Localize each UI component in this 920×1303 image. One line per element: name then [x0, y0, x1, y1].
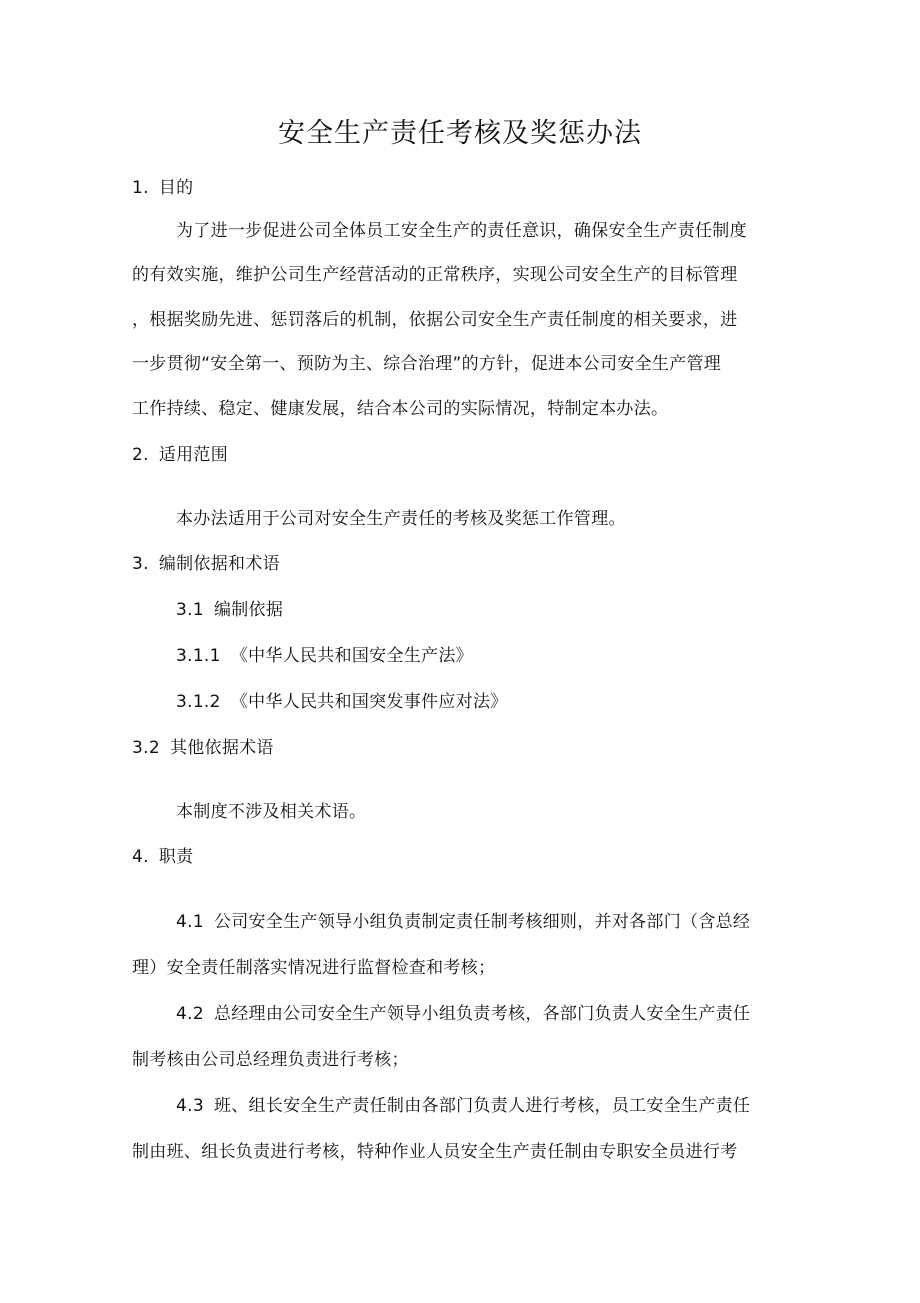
paragraph-line: 工作持续、稳定、健康发展，结合本公司的实际情况，特制定本办法。	[132, 399, 669, 419]
clause-number: 4.2	[176, 1004, 204, 1024]
section-4-heading	[132, 843, 193, 871]
section-number: 4.	[132, 847, 149, 867]
section-2-heading	[132, 441, 228, 469]
section-number: 1.	[132, 178, 149, 198]
law-title: 《中华人民共和国突发事件应对法》	[230, 692, 508, 712]
section-1-heading	[132, 174, 193, 202]
law-title: 《中华人民共和国安全生产法》	[230, 646, 473, 666]
clause-number: 4.1	[176, 912, 204, 932]
section-number: 3.	[132, 554, 149, 574]
subsection-number: 3.1.1	[176, 646, 221, 666]
paragraph-line: 本办法适用于公司对安全生产责任的考核及奖惩工作管理。	[176, 509, 626, 529]
clause-text: 公司安全生产领导小组负责制定责任制考核细则，并对各部门（含总经	[213, 912, 751, 932]
subsection-3-1-1	[176, 642, 473, 670]
subsection-number: 3.1	[176, 600, 204, 620]
paragraph-line: 为了进一步促进公司全体员工安全生产的责任意识，确保安全生产责任制度	[176, 221, 747, 241]
paragraph-line: 制考核由公司总经理负责进行考核；	[132, 1050, 409, 1070]
clause-text: 总经理由公司安全生产领导小组负责考核，各部门负责人安全生产责任	[213, 1004, 751, 1024]
subsection-number: 3.2	[132, 738, 160, 758]
section-title: 职责	[158, 847, 194, 867]
section-title: 目的	[158, 178, 194, 198]
subsection-3-1-heading	[176, 596, 283, 624]
paragraph-line: 一步贯彻“安全第一、预防为主、综合治理”的方针，促进本公司安全生产管理	[132, 354, 722, 374]
section-title: 编制依据和术语	[158, 554, 280, 574]
subsection-title: 其他依据术语	[169, 738, 274, 758]
document-title: 安全生产责任考核及奖惩办法	[278, 118, 642, 149]
paragraph-line: 制由班、组长负责进行考核，特种作业人员安全生产责任制由专职安全员进行考	[132, 1142, 738, 1162]
paragraph-line: 的有效实施，维护公司生产经营活动的正常秩序，实现公司安全生产的目标管理	[132, 265, 738, 285]
section-3-heading	[132, 550, 280, 578]
subsection-number: 3.1.2	[176, 692, 221, 712]
clause-4-2-line	[176, 1000, 750, 1028]
paragraph-line: ，根据奖励先进、惩罚落后的机制，依据公司安全生产责任制度的相关要求，进	[132, 310, 738, 330]
clause-number: 4.3	[176, 1096, 204, 1116]
section-title: 适用范围	[158, 445, 229, 465]
clause-4-1-line	[176, 908, 750, 936]
subsection-3-2-heading	[132, 734, 274, 762]
paragraph-line: 本制度不涉及相关术语。	[176, 802, 367, 822]
clause-text: 班、组长安全生产责任制由各部门负责人进行考核，员工安全生产责任	[213, 1096, 751, 1116]
subsection-3-1-2	[176, 688, 508, 716]
subsection-title: 编制依据	[213, 600, 284, 620]
clause-4-3-line	[176, 1092, 750, 1120]
section-number: 2.	[132, 445, 149, 465]
paragraph-line: 理）安全责任制落实情况进行监督检查和考核；	[132, 958, 496, 978]
